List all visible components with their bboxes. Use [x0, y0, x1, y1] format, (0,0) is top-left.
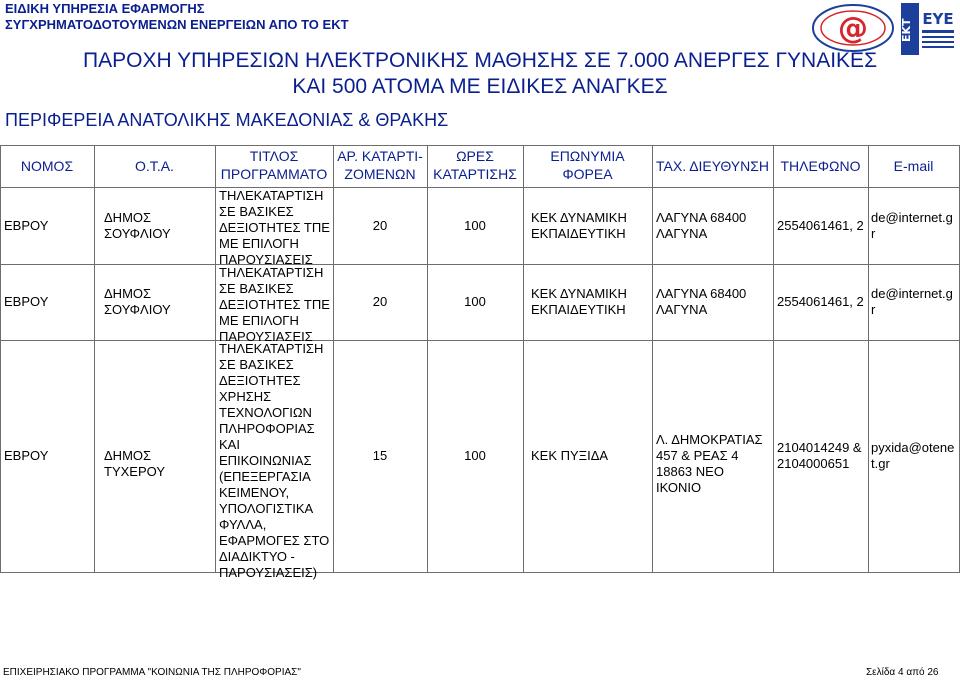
cell-titlos-line: ΥΠΟΛΟΓΙΣΤΙΚΑ	[219, 501, 314, 516]
cell-ota	[104, 210, 214, 242]
cell-titlos-line: ΤΗΛΕΚΑΤΑΡΤΙΣΗ	[219, 341, 324, 356]
cell-titlos-line: ΤΗΛΕΚΑΤΑΡΤΙΣΗ	[219, 188, 324, 203]
cell-titlos-line: ΠΑΡΟΥΣΙΑΣΕΙΣ	[219, 329, 313, 344]
cell-titlos	[219, 188, 333, 268]
cell-hours	[427, 448, 523, 464]
cell-phone-line: 2104014249 &	[777, 440, 862, 455]
col-border	[427, 145, 428, 572]
col-border	[868, 145, 869, 572]
cell-provider-line: ΚΕΚ ΔΥΝΑΜΙΚΗ	[531, 210, 627, 225]
page-title-line1: ΠΑΡΟΧΗ ΥΠΗΡΕΣΙΩΝ ΗΛΕΚΤΡΟΝΙΚΗΣ ΜΑΘΗΣΗΣ ΣΕ 7.000 ΑΝΕΡΓΕΣ ΓΥΝΑΙΚΕΣ	[82, 49, 878, 72]
cell-titlos	[219, 341, 333, 581]
cell-hours	[427, 218, 523, 234]
agency-header-line1: ΕΙΔΙΚΗ ΥΠΗΡΕΣΙΑ ΕΦΑΡΜΟΓΗΣ	[5, 1, 205, 16]
cell-trainees	[333, 218, 427, 234]
col-border	[215, 145, 216, 572]
cell-nomos-line: ΕΒΡΟΥ	[4, 448, 49, 463]
cell-email-line: r	[871, 302, 876, 317]
col-header-hours-line2: ΚΑΤΑΡΤΙΣΗΣ	[433, 166, 517, 182]
cell-provider	[531, 286, 651, 318]
agency-header-line2: ΣΥΓΧΡΗΜΑΤΟΔΟΤΟΥΜΕΝΩΝ ΕΝΕΡΓΕΙΩΝ ΑΠΟ ΤΟ ΕΚΤ	[5, 17, 349, 32]
col-header-trainees-line2: ΖΟΜΕΝΩΝ	[344, 166, 416, 182]
cell-address-line: ΛΑΓΥΝΑ 68400	[656, 286, 747, 301]
cell-titlos-line: ΠΑΡΟΥΣΙΑΣΕΙΣ)	[219, 565, 318, 580]
cell-trainees-line: 20	[372, 294, 388, 309]
cell-hours-line: 100	[464, 218, 486, 233]
col-border	[523, 145, 524, 572]
cell-nomos	[4, 448, 92, 464]
footer-program: ΕΠΙΧΕΙΡΗΣΙΑΚΟ ΠΡΟΓΡΑΜΜΑ "ΚΟΙΝΩΝΙΑ ΤΗΣ ΠΛΗΡΟΦΟΡΙΑΣ"	[3, 667, 301, 678]
row2-border	[0, 340, 960, 341]
cell-phone-line: 2554061461, 2	[777, 294, 864, 309]
cell-address-line: 18863 ΝΕΟ ΙΚΟΝΙΟ	[656, 464, 724, 495]
cell-titlos	[219, 265, 333, 345]
cell-provider-line: ΕΚΠΑΙΔΕΥΤΙΚΗ	[531, 226, 626, 241]
row1-border	[0, 264, 960, 265]
cell-ota-line: ΣΟΥΦΛΙΟΥ	[104, 226, 171, 241]
cell-email-line: pyxida@otene	[871, 440, 955, 455]
cell-ota-line: ΔΗΜΟΣ	[104, 286, 152, 301]
logo-eye-text: ΕΥΕ	[922, 10, 954, 28]
col-header-provider	[523, 147, 652, 183]
cell-ota-line: ΣΟΥΦΛΙΟΥ	[104, 302, 171, 317]
cell-titlos-line: ΚΕΙΜΕΝΟΥ,	[219, 485, 290, 500]
cell-phone	[777, 218, 867, 234]
col-header-ota: Ο.Τ.Α.	[135, 158, 174, 174]
cell-hours-line: 100	[464, 448, 486, 463]
cell-email	[871, 286, 959, 318]
cell-provider-line: ΚΕΚ ΠΥΞΙΔΑ	[531, 448, 609, 463]
cell-provider-line: ΕΚΠΑΙΔΕΥΤΙΚΗ	[531, 302, 626, 317]
col-header-address: ΤΑΧ. ΔΙΕΥΘΥΝΣΗ	[656, 158, 769, 174]
cell-address	[656, 432, 772, 496]
col-border	[94, 145, 95, 572]
table-bottom-border	[0, 572, 960, 573]
cell-titlos-line: ΣΕ ΒΑΣΙΚΕΣ	[219, 357, 294, 372]
cell-email-line: de@internet.g	[871, 210, 953, 225]
cell-titlos-line: ΜΕ ΕΠΙΛΟΓΗ	[219, 236, 299, 251]
cell-titlos-line: ΠΑΡΟΥΣΙΑΣΕΙΣ	[219, 252, 313, 267]
cell-provider-line: ΚΕΚ ΔΥΝΑΜΙΚΗ	[531, 286, 627, 301]
cell-titlos-line: ΔΙΑΔΙΚΤΥΟ -	[219, 549, 295, 564]
col-header-titlos-line1: ΤΙΤΛΟΣ	[249, 148, 299, 164]
cell-titlos-line: ΜΕ ΕΠΙΛΟΓΗ	[219, 313, 299, 328]
cell-nomos-line: ΕΒΡΟΥ	[4, 294, 49, 309]
cell-email	[871, 210, 959, 242]
cell-hours	[427, 294, 523, 310]
col-header-titlos	[215, 147, 333, 183]
cell-address-line: ΛΑΓΥΝΑ	[656, 226, 708, 241]
col-header-provider-line1: ΕΠΩΝΥΜΙΑ	[550, 148, 625, 164]
col-header-trainees-line1: ΑΡ. ΚΑΤΑΡΤΙ-	[337, 148, 423, 164]
cell-ota	[104, 448, 214, 480]
page-title-line2: ΚΑΙ 500 ΑΤΟΜΑ ΜΕ ΕΙΔΙΚΕΣ ΑΝΑΓΚΕΣ	[292, 75, 668, 98]
cell-trainees-line: 15	[372, 448, 388, 463]
col-border	[773, 145, 774, 572]
cell-provider	[531, 210, 651, 242]
cell-address	[656, 286, 772, 318]
cell-ota-line: ΔΗΜΟΣ ΤΥΧΕΡΟΥ	[104, 448, 165, 479]
cell-trainees	[333, 448, 427, 464]
cell-nomos	[4, 218, 92, 234]
svg-text:@: @	[838, 11, 868, 46]
agency-header	[5, 1, 349, 33]
cell-ota	[104, 286, 214, 318]
footer-page-number: Σελίδα 4 από 26	[866, 667, 939, 678]
cell-titlos-line: (ΕΠΕΞΕΡΓΑΣΙΑ	[219, 469, 311, 484]
cell-phone-line: 2554061461, 2	[777, 218, 864, 233]
cell-email-line: t.gr	[871, 456, 890, 471]
cell-titlos-line: ΠΛΗΡΟΦΟΡΙΑΣ	[219, 421, 315, 436]
cell-titlos-line: ΦΥΛΛΑ,	[219, 517, 267, 532]
table-top-border	[0, 145, 960, 146]
col-header-titlos-line2: ΠΡΟΓΡΑΜΜΑΤΟ	[220, 166, 328, 182]
logo-ekt-text: ΕΚΤ	[900, 18, 913, 42]
cell-trainees-line: 20	[372, 218, 388, 233]
cell-nomos	[4, 294, 92, 310]
header-row-border	[0, 187, 960, 188]
cell-titlos-line: ΣΕ ΒΑΣΙΚΕΣ	[219, 204, 294, 219]
col-header-phone: ΤΗΛΕΦΩΝΟ	[780, 158, 861, 174]
cell-phone-line: 2104000651	[777, 456, 850, 471]
region-heading: ΠΕΡΙΦΕΡΕΙΑ ΑΝΑΤΟΛΙΚΗΣ ΜΑΚΕΔΟΝΙΑΣ & ΘΡΑΚΗΣ	[5, 110, 449, 130]
cell-titlos-line: ΕΦΑΡΜΟΓΕΣ ΣΤΟ	[219, 533, 330, 548]
cell-titlos-line: ΚΑΙ	[219, 437, 240, 452]
col-header-trainees	[333, 147, 427, 183]
cell-hours-line: 100	[464, 294, 486, 309]
cell-provider	[531, 448, 651, 464]
cell-titlos-line: ΔΕΞΙΟΤΗΤΕΣ ΤΠΕ	[219, 297, 330, 312]
col-header-hours-line1: ΩΡΕΣ	[456, 148, 494, 164]
col-header-hours	[427, 147, 523, 183]
col-header-provider-line2: ΦΟΡΕΑ	[562, 166, 613, 182]
cell-phone	[777, 440, 867, 472]
col-border	[333, 145, 334, 572]
at-logo-icon	[812, 4, 894, 52]
cell-address-line: 457 & ΡΕΑΣ 4	[656, 448, 739, 463]
cell-email-line: de@internet.g	[871, 286, 953, 301]
cell-titlos-line: ΣΕ ΒΑΣΙΚΕΣ	[219, 281, 294, 296]
cell-phone	[777, 294, 867, 310]
col-header-nomos: ΝΟΜΟΣ	[20, 158, 74, 174]
cell-address-line: ΛΑΓΥΝΑ	[656, 302, 708, 317]
cell-trainees	[333, 294, 427, 310]
cell-titlos-line: ΕΠΙΚΟΙΝΩΝΙΑΣ	[219, 453, 312, 468]
col-border	[0, 145, 1, 572]
cell-address	[656, 210, 772, 242]
cell-email-line: r	[871, 226, 876, 241]
cell-nomos-line: ΕΒΡΟΥ	[4, 218, 49, 233]
cell-address-line: ΛΑΓΥΝΑ 68400	[656, 210, 747, 225]
cell-titlos-line: ΧΡΗΣΗΣ	[219, 389, 272, 404]
cell-address-line: Λ. ΔΗΜΟΚΡΑΤΙΑΣ	[656, 432, 763, 447]
cell-titlos-line: ΔΕΞΙΟΤΗΤΕΣ ΤΠΕ	[219, 220, 330, 235]
col-header-email: E-mail	[893, 158, 934, 174]
cell-email	[871, 440, 959, 472]
cell-titlos-line: ΤΕΧΝΟΛΟΓΙΩΝ	[219, 405, 312, 420]
cell-ota-line: ΔΗΜΟΣ	[104, 210, 152, 225]
cell-titlos-line: ΔΕΞΙΟΤΗΤΕΣ	[219, 373, 301, 388]
page-title	[0, 48, 960, 100]
cell-titlos-line: ΤΗΛΕΚΑΤΑΡΤΙΣΗ	[219, 265, 324, 280]
col-border	[652, 145, 653, 572]
